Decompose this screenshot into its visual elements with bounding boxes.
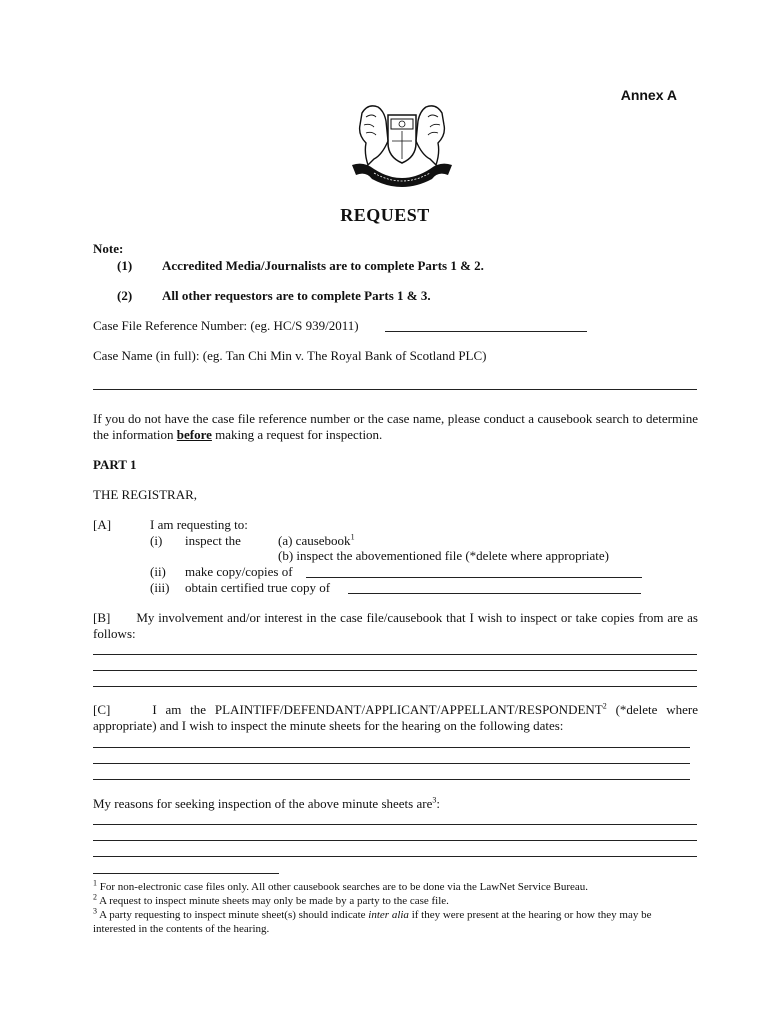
reasons-text: My reasons for seeking inspection of the above minute sheets are bbox=[93, 796, 433, 811]
option-i-text: inspect the bbox=[185, 533, 241, 548]
section-b-body: My involvement and/or interest in the case file/causebook that I wish to inspect or take copies from are as follows: bbox=[93, 610, 698, 641]
footnote-ref-3: 3 bbox=[432, 795, 437, 805]
part-1-heading: PART 1 bbox=[93, 457, 137, 472]
reasons-line-1[interactable] bbox=[93, 813, 697, 825]
section-c-party-roles: I am the PLAINTIFF/DEFENDANT/APPLICANT/APPELLANT/RESPONDENT bbox=[152, 702, 603, 717]
section-c-label: [C] bbox=[93, 702, 111, 717]
registrar-addressee: THE REGISTRAR, bbox=[93, 487, 197, 502]
instruction-text: If you do not have the case file reference number or the case name, please conduct a causebook search to determine the information bbox=[93, 411, 698, 442]
hearing-date-line-3[interactable] bbox=[93, 768, 690, 780]
section-b-text bbox=[93, 610, 698, 642]
option-b-inspect-file[interactable]: (b) inspect the abovementioned file (*delete where appropriate) bbox=[278, 548, 609, 563]
involvement-line-1[interactable] bbox=[93, 643, 697, 655]
reasons-line-3[interactable] bbox=[93, 845, 697, 857]
page-title: REQUEST bbox=[340, 205, 430, 225]
case-name-field[interactable] bbox=[93, 378, 697, 390]
note-item-1-text: Accredited Media/Journalists are to complete Parts 1 & 2. bbox=[162, 258, 484, 273]
instruction-text-end: making a request for inspection. bbox=[215, 427, 383, 442]
involvement-line-3[interactable] bbox=[93, 675, 697, 687]
note-item-1-number: (1) bbox=[117, 258, 133, 273]
note-item-2-text: All other requestors are to complete Parts 1 & 3. bbox=[162, 288, 431, 303]
option-iii-text: obtain certified true copy of bbox=[185, 580, 331, 595]
case-file-reference-field[interactable] bbox=[385, 320, 587, 332]
reasons-colon: : bbox=[436, 796, 440, 811]
section-b-label: [B] bbox=[93, 610, 111, 625]
footnote-ref-2: 2 bbox=[602, 701, 607, 711]
footnote-3 bbox=[93, 908, 693, 936]
hearing-date-line-1[interactable] bbox=[93, 736, 690, 748]
involvement-line-2[interactable] bbox=[93, 659, 697, 671]
footnote-divider bbox=[93, 873, 279, 874]
footnote-2-text: A request to inspect minute sheets may only be made by a party to the case file. bbox=[99, 895, 449, 907]
section-c-body: (*delete where appropriate) and I wish to inspect the minute sheets for the hearing on the following dates: bbox=[93, 702, 698, 733]
section-a-intro: I am requesting to: bbox=[150, 517, 248, 532]
hearing-date-line-2[interactable] bbox=[93, 752, 690, 764]
certified-copy-of-field[interactable] bbox=[348, 582, 641, 594]
reasons-label bbox=[93, 796, 440, 812]
reasons-line-2[interactable] bbox=[93, 829, 697, 841]
option-ii-text: make copy/copies of bbox=[185, 564, 293, 579]
option-a-text: (a) causebook bbox=[278, 533, 351, 548]
note-label: Note: bbox=[93, 241, 124, 256]
option-a-causebook[interactable] bbox=[278, 533, 355, 549]
footnote-2 bbox=[93, 894, 449, 908]
option-iii-number: (iii) bbox=[150, 580, 170, 595]
case-name-label: Case Name (in full): (eg. Tan Chi Min v. The Royal Bank of Scotland PLC) bbox=[93, 348, 487, 363]
option-ii-number: (ii) bbox=[150, 564, 166, 579]
option-i-number: (i) bbox=[150, 533, 163, 548]
footnote-ref-1: 1 bbox=[350, 532, 355, 542]
copies-of-field[interactable] bbox=[306, 566, 642, 578]
footnote-3-emphasis: inter alia bbox=[368, 909, 409, 921]
causebook-search-instruction bbox=[93, 411, 698, 443]
footnote-3-number: 3 bbox=[93, 906, 97, 916]
footnote-1-number: 1 bbox=[93, 878, 97, 888]
footnote-3-text: A party requesting to inspect minute sheet(s) should indicate bbox=[99, 909, 366, 921]
footnote-1 bbox=[93, 880, 588, 894]
instruction-emphasis: before bbox=[176, 427, 212, 442]
singapore-coat-of-arms-icon bbox=[344, 95, 460, 195]
note-item-2-number: (2) bbox=[117, 288, 133, 303]
footnote-3-text-end: if they were present at the hearing or how they may be interested in the contents of the hearing. bbox=[93, 909, 652, 935]
footnote-2-number: 2 bbox=[93, 892, 97, 902]
case-file-reference-label: Case File Reference Number: (eg. HC/S 939/2011) bbox=[93, 318, 359, 333]
section-a-label: [A] bbox=[93, 517, 112, 532]
footnote-1-text: For non-electronic case files only. All other causebook searches are to be done via the LawNet Service Bureau. bbox=[99, 881, 589, 893]
annex-label: Annex A bbox=[620, 87, 677, 103]
section-c-text bbox=[93, 702, 698, 734]
